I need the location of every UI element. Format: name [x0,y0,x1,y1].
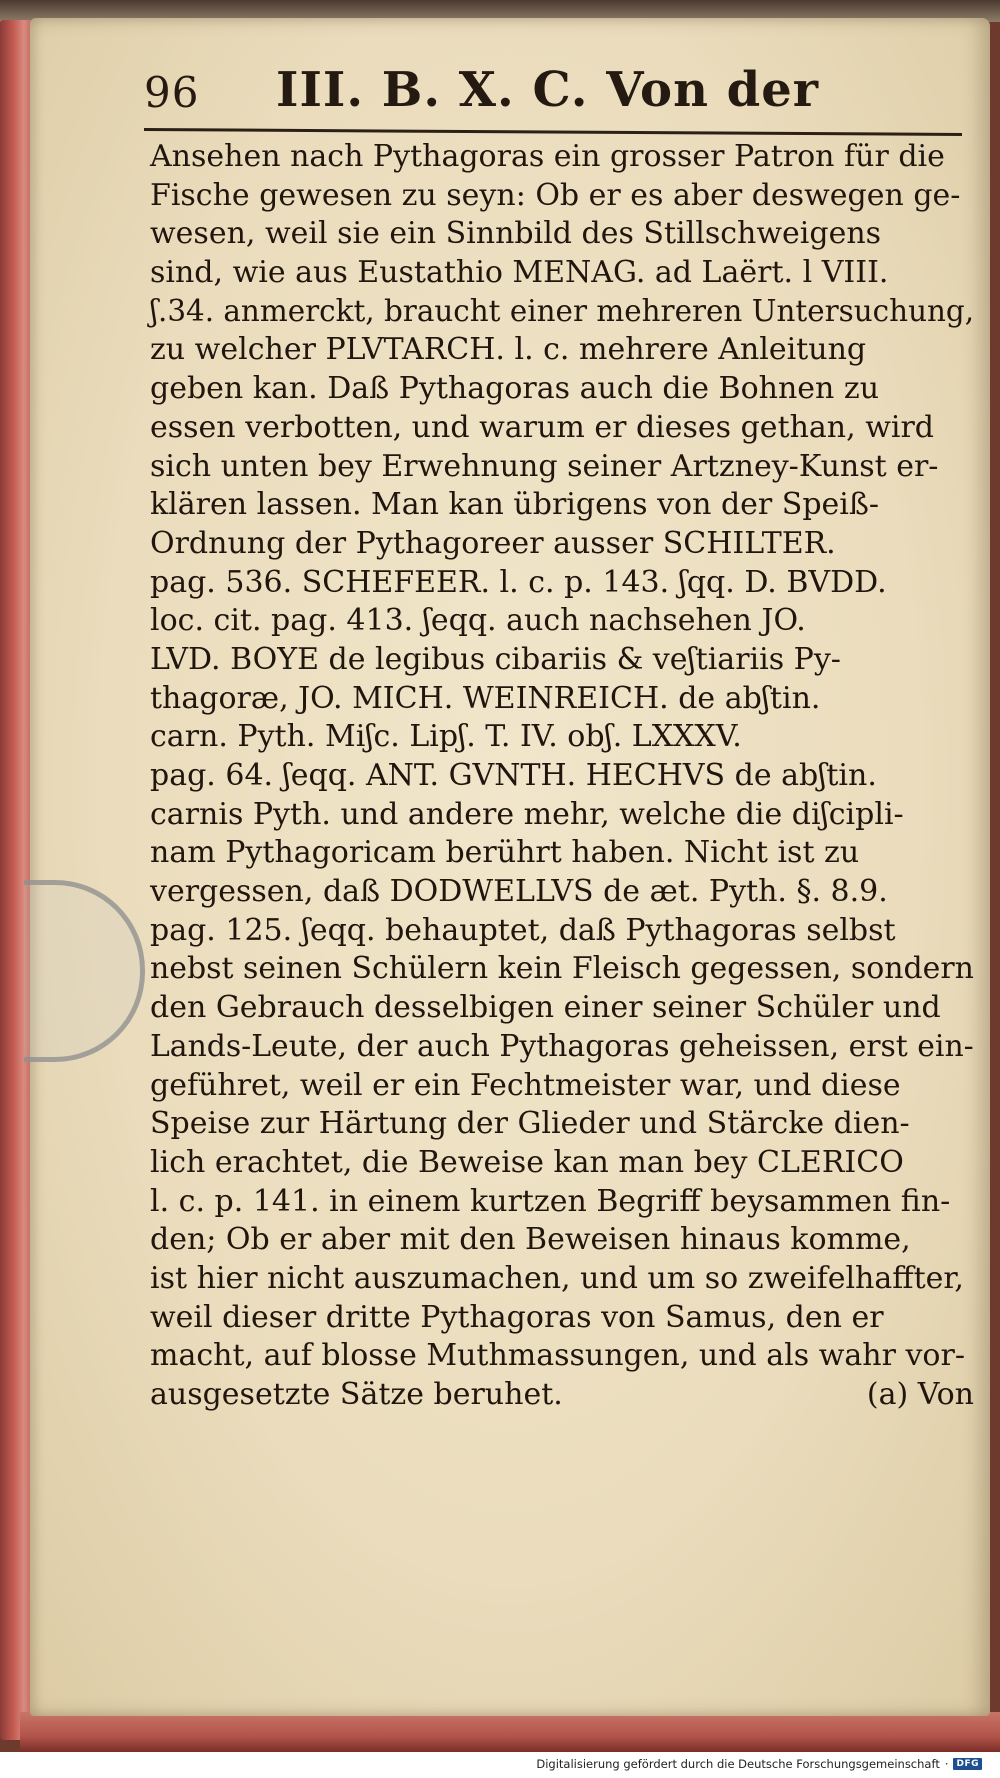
running-head: III. B. X. C. Von der [276,62,820,118]
text-line [150,912,974,951]
text-line-content: den Gebrauch desselbigen einer seiner Schüler und [150,990,941,1026]
text-line-content: geführet, weil er ein Fechtmeister war, und diese [150,1067,901,1103]
text-line-content: lich erachtet, die Beweise kan man bey CLERICO [150,1144,904,1180]
text-line-content: den; Ob er aber mit den Beweisen hinaus komme, [150,1222,911,1258]
text-line-content: nebst seinen Schülern kein Fleisch gegessen, sondern [150,951,974,987]
text-line-content: l. c. p. 141. in einem kurtzen Begriff beysammen fin- [150,1183,951,1219]
text-line-content: klären lassen. Man kan übrigens von der Speiß- [150,487,880,523]
page-number: 96 [144,68,200,117]
text-line-content: Speise zur Härtung der Glieder und Stärcke dien- [150,1106,910,1142]
text-line-content: pag. 64. ʃeqq. ANT. GVNTH. HECHVS de abʃtin. [150,758,877,793]
credit-text: Digitalisierung gefördert durch die Deutsche Forschungsgemeinschaft [536,1757,940,1771]
book-bottom-edge [20,1712,1000,1752]
text-line [150,680,974,719]
text-line-content: carn. Pyth. Miʃc. Lipʃ. T. IV. obʃ. LXXXV. [150,719,742,755]
text-line-content: zu welcher PLVTARCH. l. c. mehrere Anleitung [150,332,867,368]
text-line [150,1260,974,1299]
text-line-content: sich unten bey Erwehnung seiner Artzney-Kunst er- [150,448,939,484]
text-line [150,1337,974,1376]
text-line-content: pag. 536. SCHEFEER. l. c. p. 143. ʃqq. D. BVDD. [150,564,887,600]
text-line-content: carnis Pyth. und andere mehr, welche die diʃcipli- [150,796,904,832]
text-line [150,989,974,1028]
text-line-content: weil dieser dritte Pythagoras von Samus, den er [150,1299,884,1335]
text-line [150,254,974,293]
text-line [150,1028,974,1067]
text-line [150,1067,974,1106]
text-line [150,370,974,409]
text-line [150,331,974,370]
dfg-logo: DFG [953,1758,982,1770]
text-line [150,950,974,989]
text-line [150,641,974,680]
text-line-content: nam Pythagoricam berührt haben. Nicht ist zu [150,835,860,871]
text-line [150,293,974,332]
text-line-content: Lands-Leute, der auch Pythagoras geheissen, erst ein- [150,1028,974,1064]
text-line [150,757,974,796]
text-line [150,564,974,603]
text-line [150,177,974,216]
digitization-credit: Digitalisierung gefördert durch die Deutsche Forschungsgemeinschaft · DFG [536,1754,982,1774]
text-line-content: ist hier nicht auszumachen, und um so zweifelhaffter, [150,1260,964,1296]
page-header [144,60,954,122]
text-line-content: LVD. BOYE de legibus cibariis & veʃtiariis Py- [150,641,841,677]
text-line [150,1221,974,1260]
catchword: (a) Von [866,1377,974,1412]
last-line [150,1376,974,1415]
text-line-content: essen verbotten, und warum er dieses gethan, wird [150,409,935,445]
text-line [150,1144,974,1183]
text-line [150,486,974,525]
text-line [150,796,974,835]
text-line [150,1183,974,1222]
text-line [150,215,974,254]
text-line-content: Ordnung der Pythagoreer ausser SCHILTER. [150,525,836,561]
text-line-content: pag. 125. ʃeqq. behauptet, daß Pythagoras selbst [150,912,896,948]
text-line-content: Ansehen nach Pythagoras ein grosser Patron für die [150,139,945,174]
text-line-content: thagoræ, JO. MICH. WEINREICH. de abʃtin. [150,680,821,716]
text-line-content: wesen, weil sie ein Sinnbild des Stillschweigens [150,216,882,252]
text-line-content: loc. cit. pag. 413. ʃeqq. auch nachsehen JO. [150,603,806,639]
page-clip [24,880,145,1062]
text-line [150,138,974,177]
text-line [150,718,974,757]
text-line [150,409,974,448]
last-line-text: ausgesetzte Sätze beruhet. [150,1377,563,1412]
text-line-content: geben kan. Daß Pythagoras auch die Bohnen zu [150,371,880,407]
text-line-content: vergessen, daß DODWELLVS de æt. Pyth. §. 8.9. [150,874,888,910]
text-line [150,834,974,873]
body-text [150,138,974,1415]
text-line-content: macht, auf blosse Muthmassungen, und als wahr vor- [150,1338,965,1374]
text-line [150,602,974,641]
text-line [150,448,974,487]
text-line-content: ʃ.34. anmerckt, braucht einer mehreren Untersuchung, [150,293,975,329]
text-line [150,525,974,564]
text-line [150,873,974,912]
text-line [150,1105,974,1144]
text-line-content: sind, wie aus Eustathio MENAG. ad Laërt. l VIII. [150,255,889,291]
text-line [150,1299,974,1338]
text-line-content: Fische gewesen zu seyn: Ob er es aber deswegen ge- [150,177,961,213]
